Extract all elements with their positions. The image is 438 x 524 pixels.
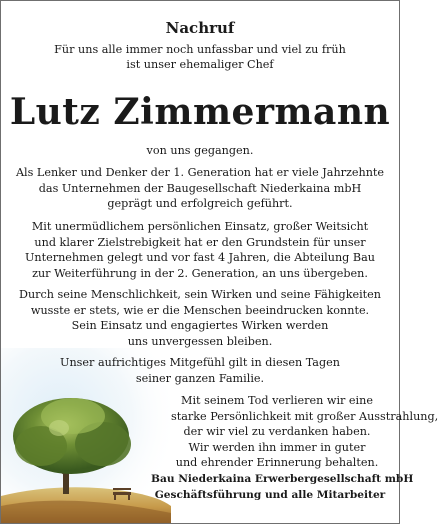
paragraph-4 — [15, 355, 385, 386]
gone-text — [15, 143, 385, 159]
paragraph-line: Als Lenker und Denker der 1. Generation hat er viele Jahrzehnte — [15, 166, 385, 179]
paragraph-line: und klarer Zielstrebigkeit hat er den Grundstein für unser — [34, 235, 366, 249]
paragraph-line: uns unvergessen bleiben. — [127, 334, 273, 348]
deceased-name: Lutz Zimmermann — [9, 91, 391, 133]
paragraph-line: Sein Einsatz und engagiertes Wirken werden — [71, 319, 329, 332]
paragraph-line: Unternehmen gelegt und vor fast 4 Jahren, die Abteilung Bau — [25, 251, 375, 264]
obituary-header: Nachruf — [165, 19, 235, 37]
paragraph-line: wusste er stets, wie er die Menschen beeindrucken konnte. — [30, 303, 370, 317]
paragraph-line: und ehrender Erinnerung behalten. — [175, 456, 379, 469]
gone-line: von uns gegangen. — [146, 144, 254, 157]
paragraph-5 — [171, 393, 438, 471]
intro-line: ist unser ehemaliger Chef — [126, 58, 274, 71]
paragraph-line: Wir werden ihn immer in guter — [188, 440, 366, 454]
paragraph-3 — [15, 287, 385, 349]
signature-line: Geschäftsführung und alle Mitarbeiter — [154, 489, 386, 501]
paragraph-line: starke Persönlichkeit mit großer Ausstrahlung, — [171, 409, 438, 423]
paragraph-line: Unser aufrichtiges Mitgefühl gilt in diesen Tagen — [60, 356, 340, 369]
intro-line: Für uns alle immer noch unfassbar und viel zu früh — [54, 43, 346, 56]
paragraph-line: geprägt und erfolgreich geführt. — [107, 197, 293, 210]
paragraph-2 — [15, 219, 385, 281]
paragraph-line: der wir viel zu verdanken haben. — [183, 425, 371, 438]
paragraph-line: seiner ganzen Familie. — [135, 371, 265, 385]
paragraph-line: Mit unermüdlichem persönlichen Einsatz, großer Weitsicht — [31, 220, 369, 233]
signature-line: Bau Niederkaina Erwerbergesellschaft mbH — [151, 473, 414, 485]
paragraph-1 — [15, 165, 385, 212]
signature-block — [151, 471, 414, 503]
paragraph-line: zur Weiterführung in der 2. Generation, an uns übergeben. — [32, 266, 368, 280]
paragraph-line: Mit seinem Tod verlieren wir eine — [181, 394, 373, 407]
paragraph-line: das Unternehmen der Baugesellschaft Niederkaina mbH — [38, 181, 362, 195]
paragraph-line: Durch seine Menschlichkeit, sein Wirken und seine Fähigkeiten — [18, 288, 382, 301]
intro-text — [21, 42, 379, 72]
